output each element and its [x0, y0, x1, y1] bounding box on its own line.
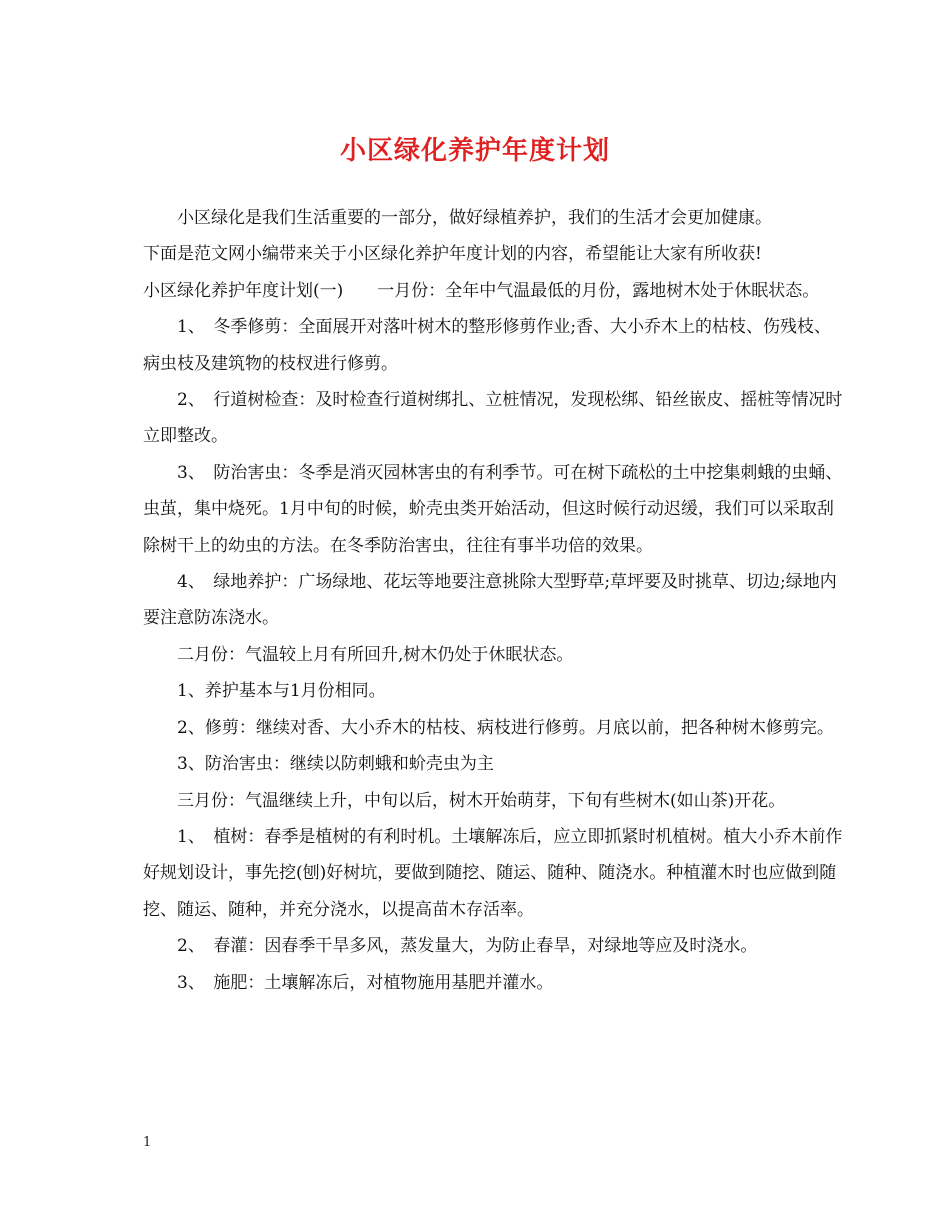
paragraph-february: 二月份：气温较上月有所回升,树木仍处于休眠状态。 [177, 644, 574, 665]
paragraph-february-pruning: 2、修剪：继续对香、大小乔木的枯枝、病枝进行修剪。月底以前，把各种树木修剪完。 [177, 717, 834, 738]
paragraph-intro: 小区绿化是我们生活重要的一部分，做好绿植养护，我们的生活才会更加健康。 [177, 208, 772, 228]
paragraph-green-space-care: 4、 绿地养护：广场绿地、花坛等地要注意挑除大型野草;草坪要及时挑草、切边;绿地内要注意防冻浇水。 [143, 572, 837, 629]
paragraph-tree-planting: 1、 植树：春季是植树的有利时机。土壤解冻后，应立即抓紧时机植树。植大小乔木前作好规划设计，事先挖(刨)好树坑，要做到随挖、随运、随种、随浇水。种植灌木时也应做到随挖、随运、随种，并充分浇水，以提高苗木存活率。 [143, 826, 843, 920]
paragraph-fertilizing: 3、 施肥：土壤解冻后，对植物施用基肥并灌水。 [177, 972, 554, 993]
paragraph-spring-irrigation: 2、 春灌：因春季干旱多风，蒸发量大，为防止春旱，对绿地等应及时浇水。 [177, 936, 758, 957]
document-title: 小区绿化养护年度计划 [339, 136, 610, 166]
paragraph-pest-control: 3、 防治害虫：冬季是消灭园林害虫的有利季节。可在树下疏松的土中挖集刺蛾的虫蛹、虫茧，集中烧死。1月中旬的时候，蚧壳虫类开始活动，但这时候行动迟缓，我们可以采取刮除树干上的幼虫的方法。在冬季防治害虫，往往有事半功倍的效果。 [143, 462, 843, 556]
paragraph-street-tree-check: 2、 行道树检查：及时检查行道树绑扎、立桩情况，发现松绑、铅丝嵌皮、摇桩等情况时立即整改。 [143, 390, 843, 447]
paragraph-intro-continued: 下面是范文网小编带来关于小区绿化养护年度计划的内容，希望能让大家有所收获! [143, 244, 762, 265]
paragraph-plan-one-january: 小区绿化养护年度计划(一) 一月份：全年中气温最低的月份，露地树木处于休眠状态。 [143, 280, 820, 301]
page-number: 1 [143, 1135, 152, 1150]
paragraph-february-care: 1、养护基本与1月份相同。 [177, 681, 386, 702]
document-body [143, 200, 843, 1001]
paragraph-winter-pruning: 1、 冬季修剪：全面展开对落叶树木的整形修剪作业;香、大小乔木上的枯枝、伤残枝、病虫枝及建筑物的枝杈进行修剪。 [143, 317, 832, 374]
paragraph-march: 三月份：气温继续上升，中旬以后，树木开始萌芽，下旬有些树木(如山茶)开花。 [177, 790, 786, 811]
paragraph-february-pest: 3、防治害虫：继续以防刺蛾和蚧壳虫为主 [177, 754, 494, 775]
